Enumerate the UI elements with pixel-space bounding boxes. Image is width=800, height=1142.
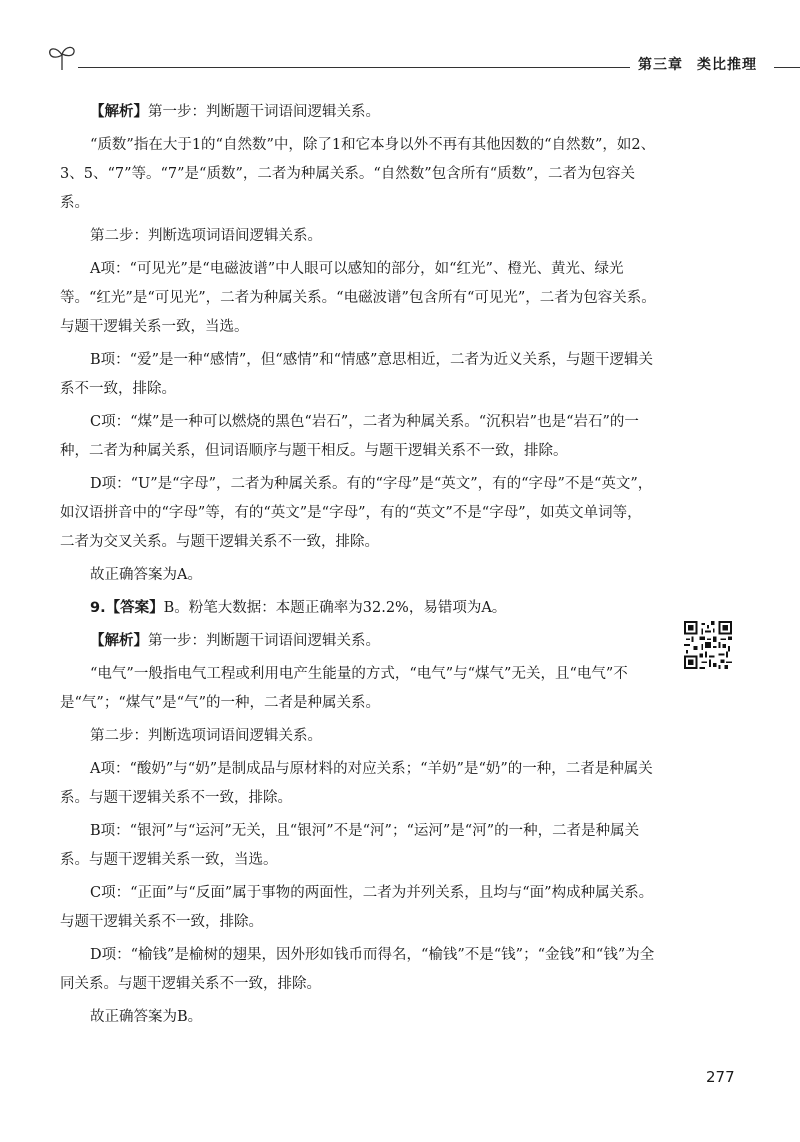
answer-explanation-body [60, 98, 656, 1036]
paragraph [60, 131, 656, 218]
paragraph [60, 879, 656, 937]
paragraph-text: C项：“煤”是一种可以燃烧的黑色“岩石”，二者为种属关系。“沉积岩”也是“岩石”的一种，二者为种属关系，但词语顺序与题干相反。与题干逻辑关系不一致，排除。 [60, 414, 639, 459]
chapter-title [638, 54, 757, 74]
answer-label: 9.【答案】 [90, 600, 164, 616]
paragraph [90, 722, 656, 751]
paragraph-text: A项：“可见光”是“电磁波谱”中人眼可以感知的部分，如“红光”、橙光、黄光、绿光等。“红光”是“可见光”，二者为种属关系。“电磁波谱”包含所有“可见光”，二者为包容关系。与题干逻辑关系一致，当选。 [60, 261, 656, 335]
qr-code-icon[interactable] [684, 621, 732, 669]
paragraph [60, 255, 656, 342]
paragraph-text: A项：“酸奶”与“奶”是制成品与原材料的对应关系；“羊奶”是“奶”的一种，二者是种属关系。与题干逻辑关系不一致，排除。 [60, 761, 653, 806]
paragraph-text: “质数”指在大于1的“自然数”中，除了1和它本身以外不再有其他因数的“自然数”，如2、3、5、“7”等。“7”是“质数”，二者为种属关系。“自然数”包含所有“质数”，二者为包容关系。 [60, 137, 656, 211]
page-number: 277 [706, 1068, 735, 1086]
paragraph [60, 941, 656, 999]
paragraph-text: 第二步：判断选项词语间逻辑关系。 [90, 228, 322, 244]
paragraph [90, 594, 656, 623]
paragraph-text: D项：“U”是“字母”，二者为种属关系。有的“字母”是“英文”，有的“字母”不是“英文”，如汉语拼音中的“字母”等，有的“英文”是“字母”，有的“英文”不是“字母”，如英文单词等，二者为交叉关系。与题干逻辑关系不一致，排除。 [60, 476, 653, 550]
paragraph-text: 第一步：判断题干词语间逻辑关系。 [148, 633, 380, 649]
paragraph-text: 故正确答案为B。 [90, 1009, 203, 1025]
analysis-label: 【解析】 [90, 633, 148, 649]
paragraph [90, 222, 656, 251]
header-rule-right [774, 67, 800, 68]
paragraph-text: B。粉笔大数据：本题正确率为32.2%，易错项为A。 [163, 600, 507, 616]
header-rule-left [78, 67, 630, 68]
paragraph-text: “电气”一般指电气工程或利用电产生能量的方式，“电气”与“煤气”无关，且“电气”不是“气”；“煤气”是“气”的一种，二者是种属关系。 [60, 666, 628, 711]
paragraph-text: 第二步：判断选项词语间逻辑关系。 [90, 728, 322, 744]
paragraph [60, 346, 656, 404]
analysis-label: 【解析】 [90, 104, 148, 120]
paragraph-text: 第一步：判断题干词语间逻辑关系。 [148, 104, 380, 120]
paragraph-text: C项：“正面”与“反面”属于事物的两面性，二者为并列关系，且均与“面”构成种属关系。与题干逻辑关系不一致，排除。 [60, 885, 654, 930]
paragraph [90, 98, 656, 127]
sprout-icon [46, 42, 78, 72]
paragraph [60, 660, 656, 718]
paragraph [60, 817, 656, 875]
chapter-label: 第三章 [638, 57, 683, 73]
paragraph [90, 1003, 656, 1032]
paragraph [90, 627, 656, 656]
paragraph-text: B项：“银河”与“运河”无关，且“银河”不是“河”；“运河”是“河”的一种，二者是种属关系。与题干逻辑关系一致，当选。 [60, 823, 640, 868]
paragraph [60, 408, 656, 466]
paragraph [60, 755, 656, 813]
paragraph-text: B项：“爱”是一种“感情”，但“感情”和“情感”意思相近，二者为近义关系，与题干逻辑关系不一致，排除。 [60, 352, 653, 397]
paragraph [60, 470, 656, 557]
paragraph-text: 故正确答案为A。 [90, 567, 202, 583]
paragraph-text: D项：“榆钱”是榆树的翅果，因外形如钱币而得名，“榆钱”不是“钱”；“金钱”和“钱”为全同关系。与题干逻辑关系不一致，排除。 [60, 947, 655, 992]
paragraph [90, 561, 656, 590]
running-header [46, 40, 768, 80]
section-label: 类比推理 [697, 57, 757, 73]
